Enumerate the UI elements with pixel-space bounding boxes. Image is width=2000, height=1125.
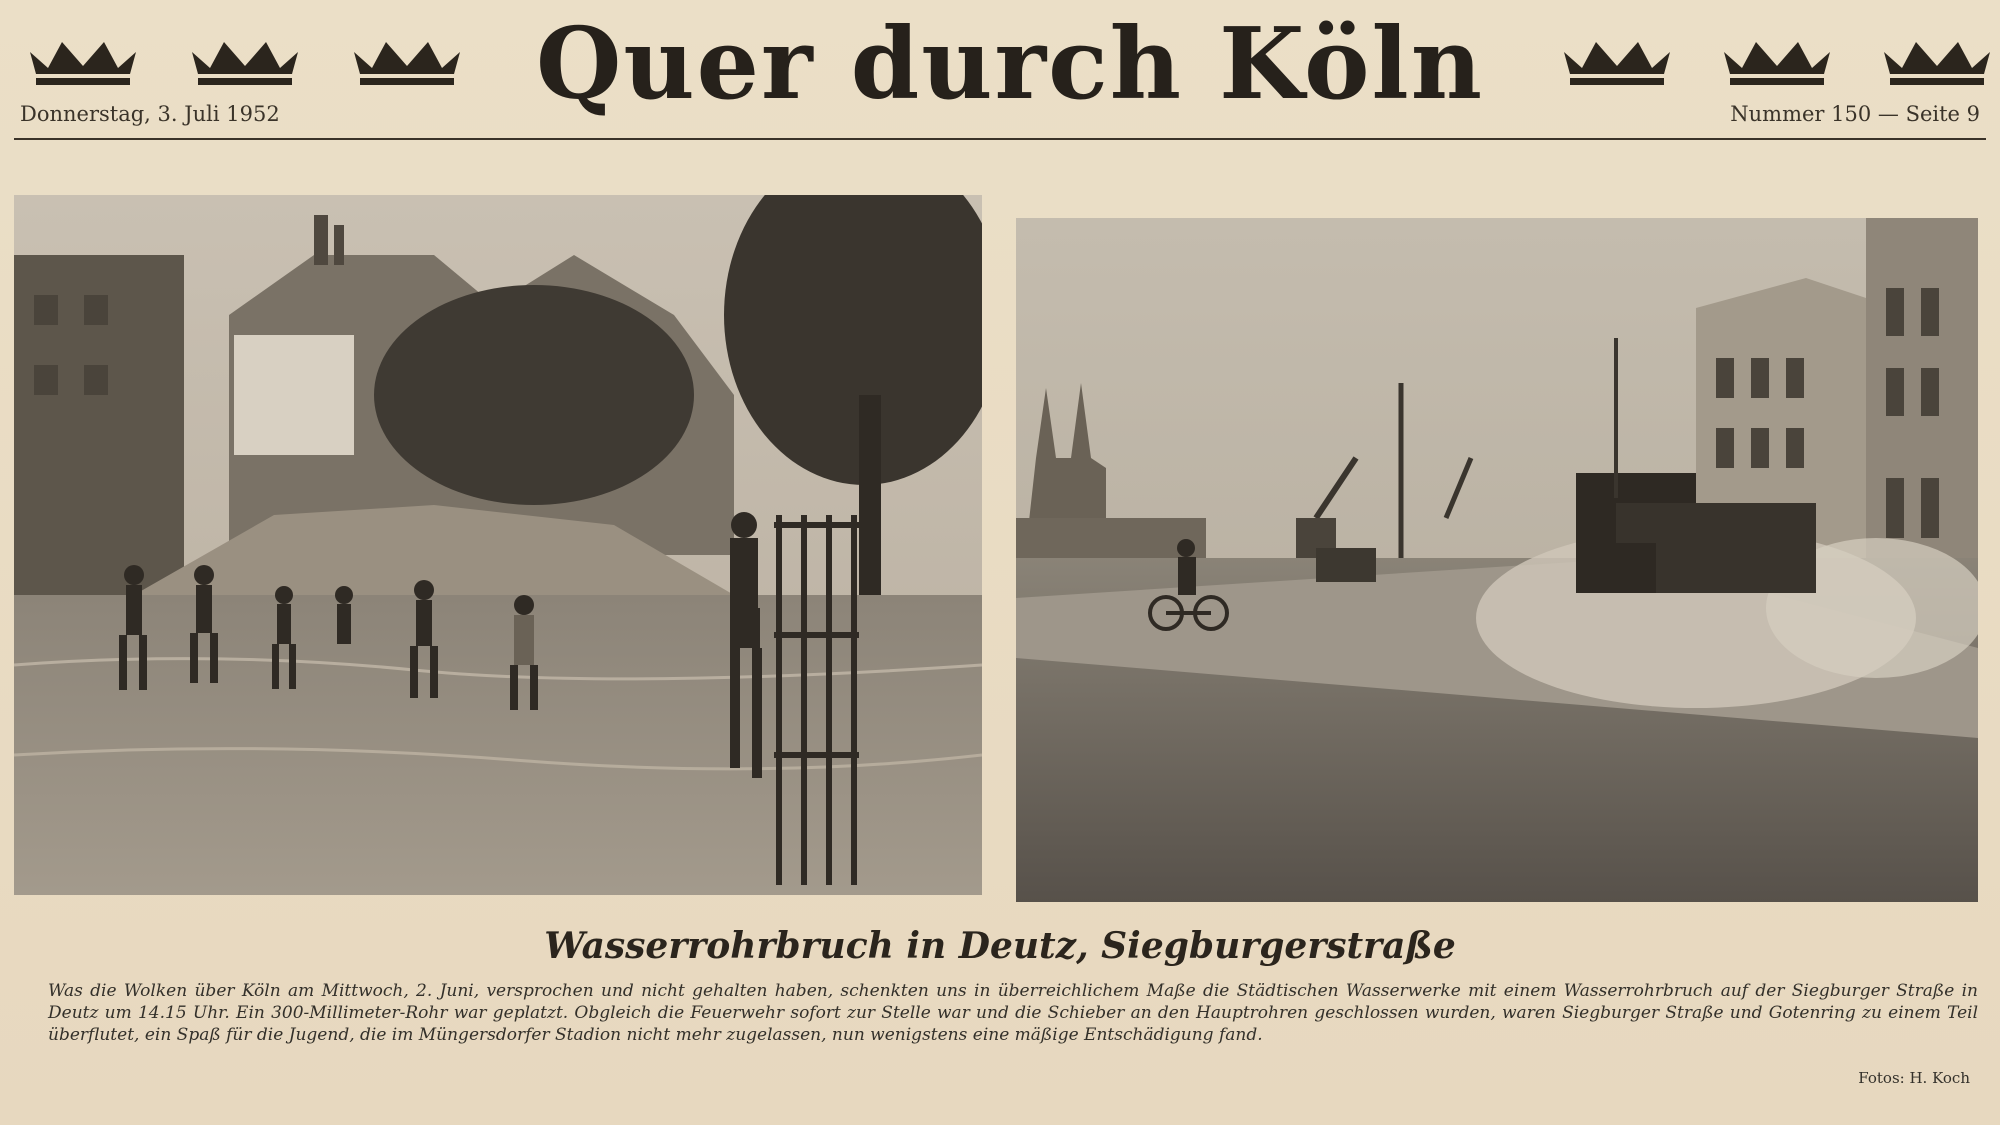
photo-flooded-street-children	[14, 195, 982, 895]
photo-flooded-road-truck	[1016, 218, 1978, 902]
crown-icon	[350, 38, 464, 88]
crown-icon	[188, 38, 302, 88]
article-headline: Wasserrohrbruch in Deutz, Siegburgerstraße	[544, 925, 1456, 967]
masthead-rule	[14, 138, 1986, 140]
crown-icon	[1560, 38, 1674, 88]
crown-icon	[1720, 38, 1834, 88]
article-body: Was die Wolken über Köln am Mittwoch, 2. Juni, versprochen und nicht gehalten haben, schenkten uns in überreichlichem Maße die Städtischen Wasserwerke mit einem Wasserrohrbruch auf der Siegburger Straße in Deutz um 14.15 Uhr. Ein 300-Millimeter-Rohr war geplatzt. Obgleich die Feuerwehr sofort zur Stelle war und die Schieber an den Hauptrohren geschlossen wurden, waren Siegburger Straße und Gotenring zu einem Teil überflutet, ein Spaß für die Jugend, die im Müngersdorfer Stadion nicht mehr zugelassen, nun wenigstens eine mäßige Entschädigung fand.	[48, 981, 1978, 1045]
crown-icon	[26, 38, 140, 88]
masthead-title: Quer durch Köln	[535, 7, 1485, 122]
issue-date: Donnerstag, 3. Juli 1952	[20, 102, 280, 126]
photo-credit: Fotos: H. Koch	[1858, 1069, 1970, 1087]
issue-number: Nummer 150 — Seite 9	[1730, 102, 1980, 126]
crown-icon	[1880, 38, 1994, 88]
